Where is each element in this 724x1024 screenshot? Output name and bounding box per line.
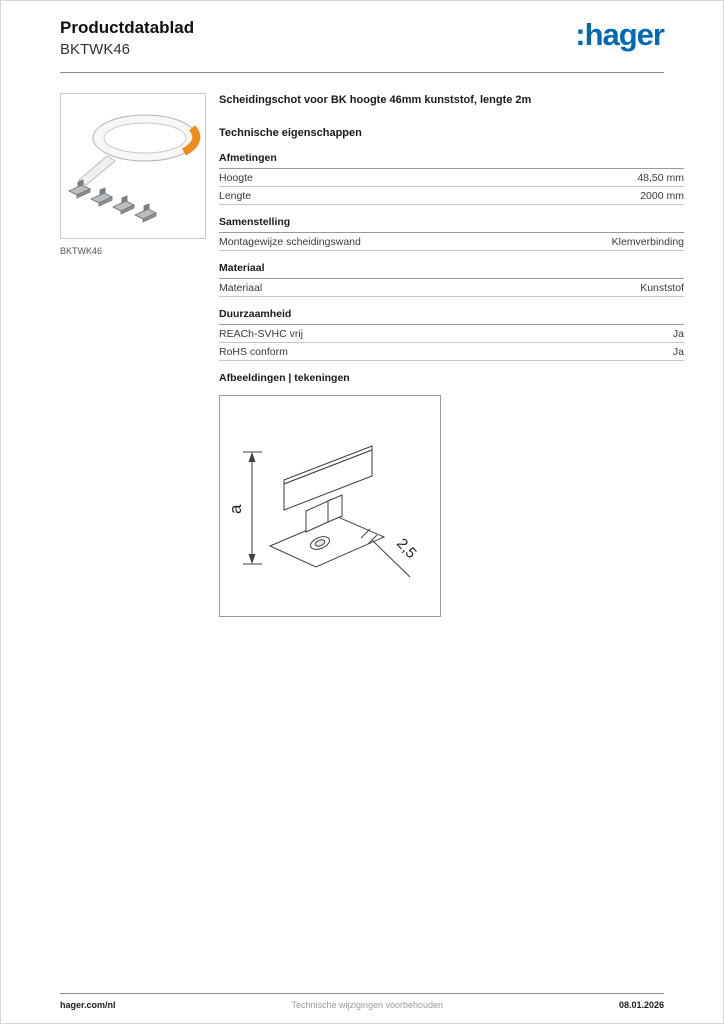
spec-row [219,233,684,251]
footer-date: 08.01.2026 [618,1000,664,1010]
section-title: Duurzaamheid [219,308,684,325]
spec-row [219,169,684,187]
spec-value: Ja [672,328,684,340]
spec-value: 48,50 mm [637,172,684,184]
spec-section-materiaal [219,262,684,297]
spec-row [219,325,684,343]
hager-logo: :hager [575,17,664,52]
spec-section-afmetingen [219,152,684,205]
mounting-clips [69,180,156,222]
spec-label: Materiaal [219,282,263,294]
product-description: Scheidingschot voor BK hoogte 46mm kunststof, lengte 2m [219,94,532,106]
spec-row [219,279,684,297]
spec-value: Ja [672,346,684,358]
spec-row [219,343,684,361]
spec-section-duurzaamheid [219,308,684,361]
dimension-a-label: a [226,504,245,514]
spec-label: RoHS conform [219,346,288,358]
product-photo-illustration [61,94,205,238]
spec-value: Kunststof [640,282,684,294]
product-code: BKTWK46 [60,41,131,58]
dimension-drawing [220,396,440,616]
footer-disclaimer: Technische wijzigingen voorbehouden [291,1000,444,1010]
spec-label: Montagewijze scheidingswand [219,236,361,248]
spec-section-samenstelling [219,216,684,251]
spec-value: Klemverbinding [611,236,684,248]
drawings-heading: Afbeeldingen | tekeningen [219,372,350,384]
header-divider [60,72,664,73]
spec-label: Hoogte [219,172,253,184]
main-content [219,94,684,617]
product-image-caption: BKTWK46 [60,246,103,256]
section-title: Materiaal [219,262,684,279]
page-footer [60,993,664,1010]
tech-properties-heading: Technische eigenschappen [219,127,362,139]
section-title: Samenstelling [219,216,684,233]
dimension-thickness-label: 2,5 [393,535,420,562]
section-title: Afmetingen [219,152,684,169]
technical-drawing [219,395,441,617]
spec-label: Lengte [219,190,252,202]
spec-label: REACh-SVHC vrij [219,328,304,340]
spec-row [219,187,684,205]
spec-value: 2000 mm [640,190,684,202]
page-title: Productdatablad [60,18,195,37]
footer-website-link[interactable]: hager.com/nl [60,1000,116,1010]
product-image [60,93,206,239]
